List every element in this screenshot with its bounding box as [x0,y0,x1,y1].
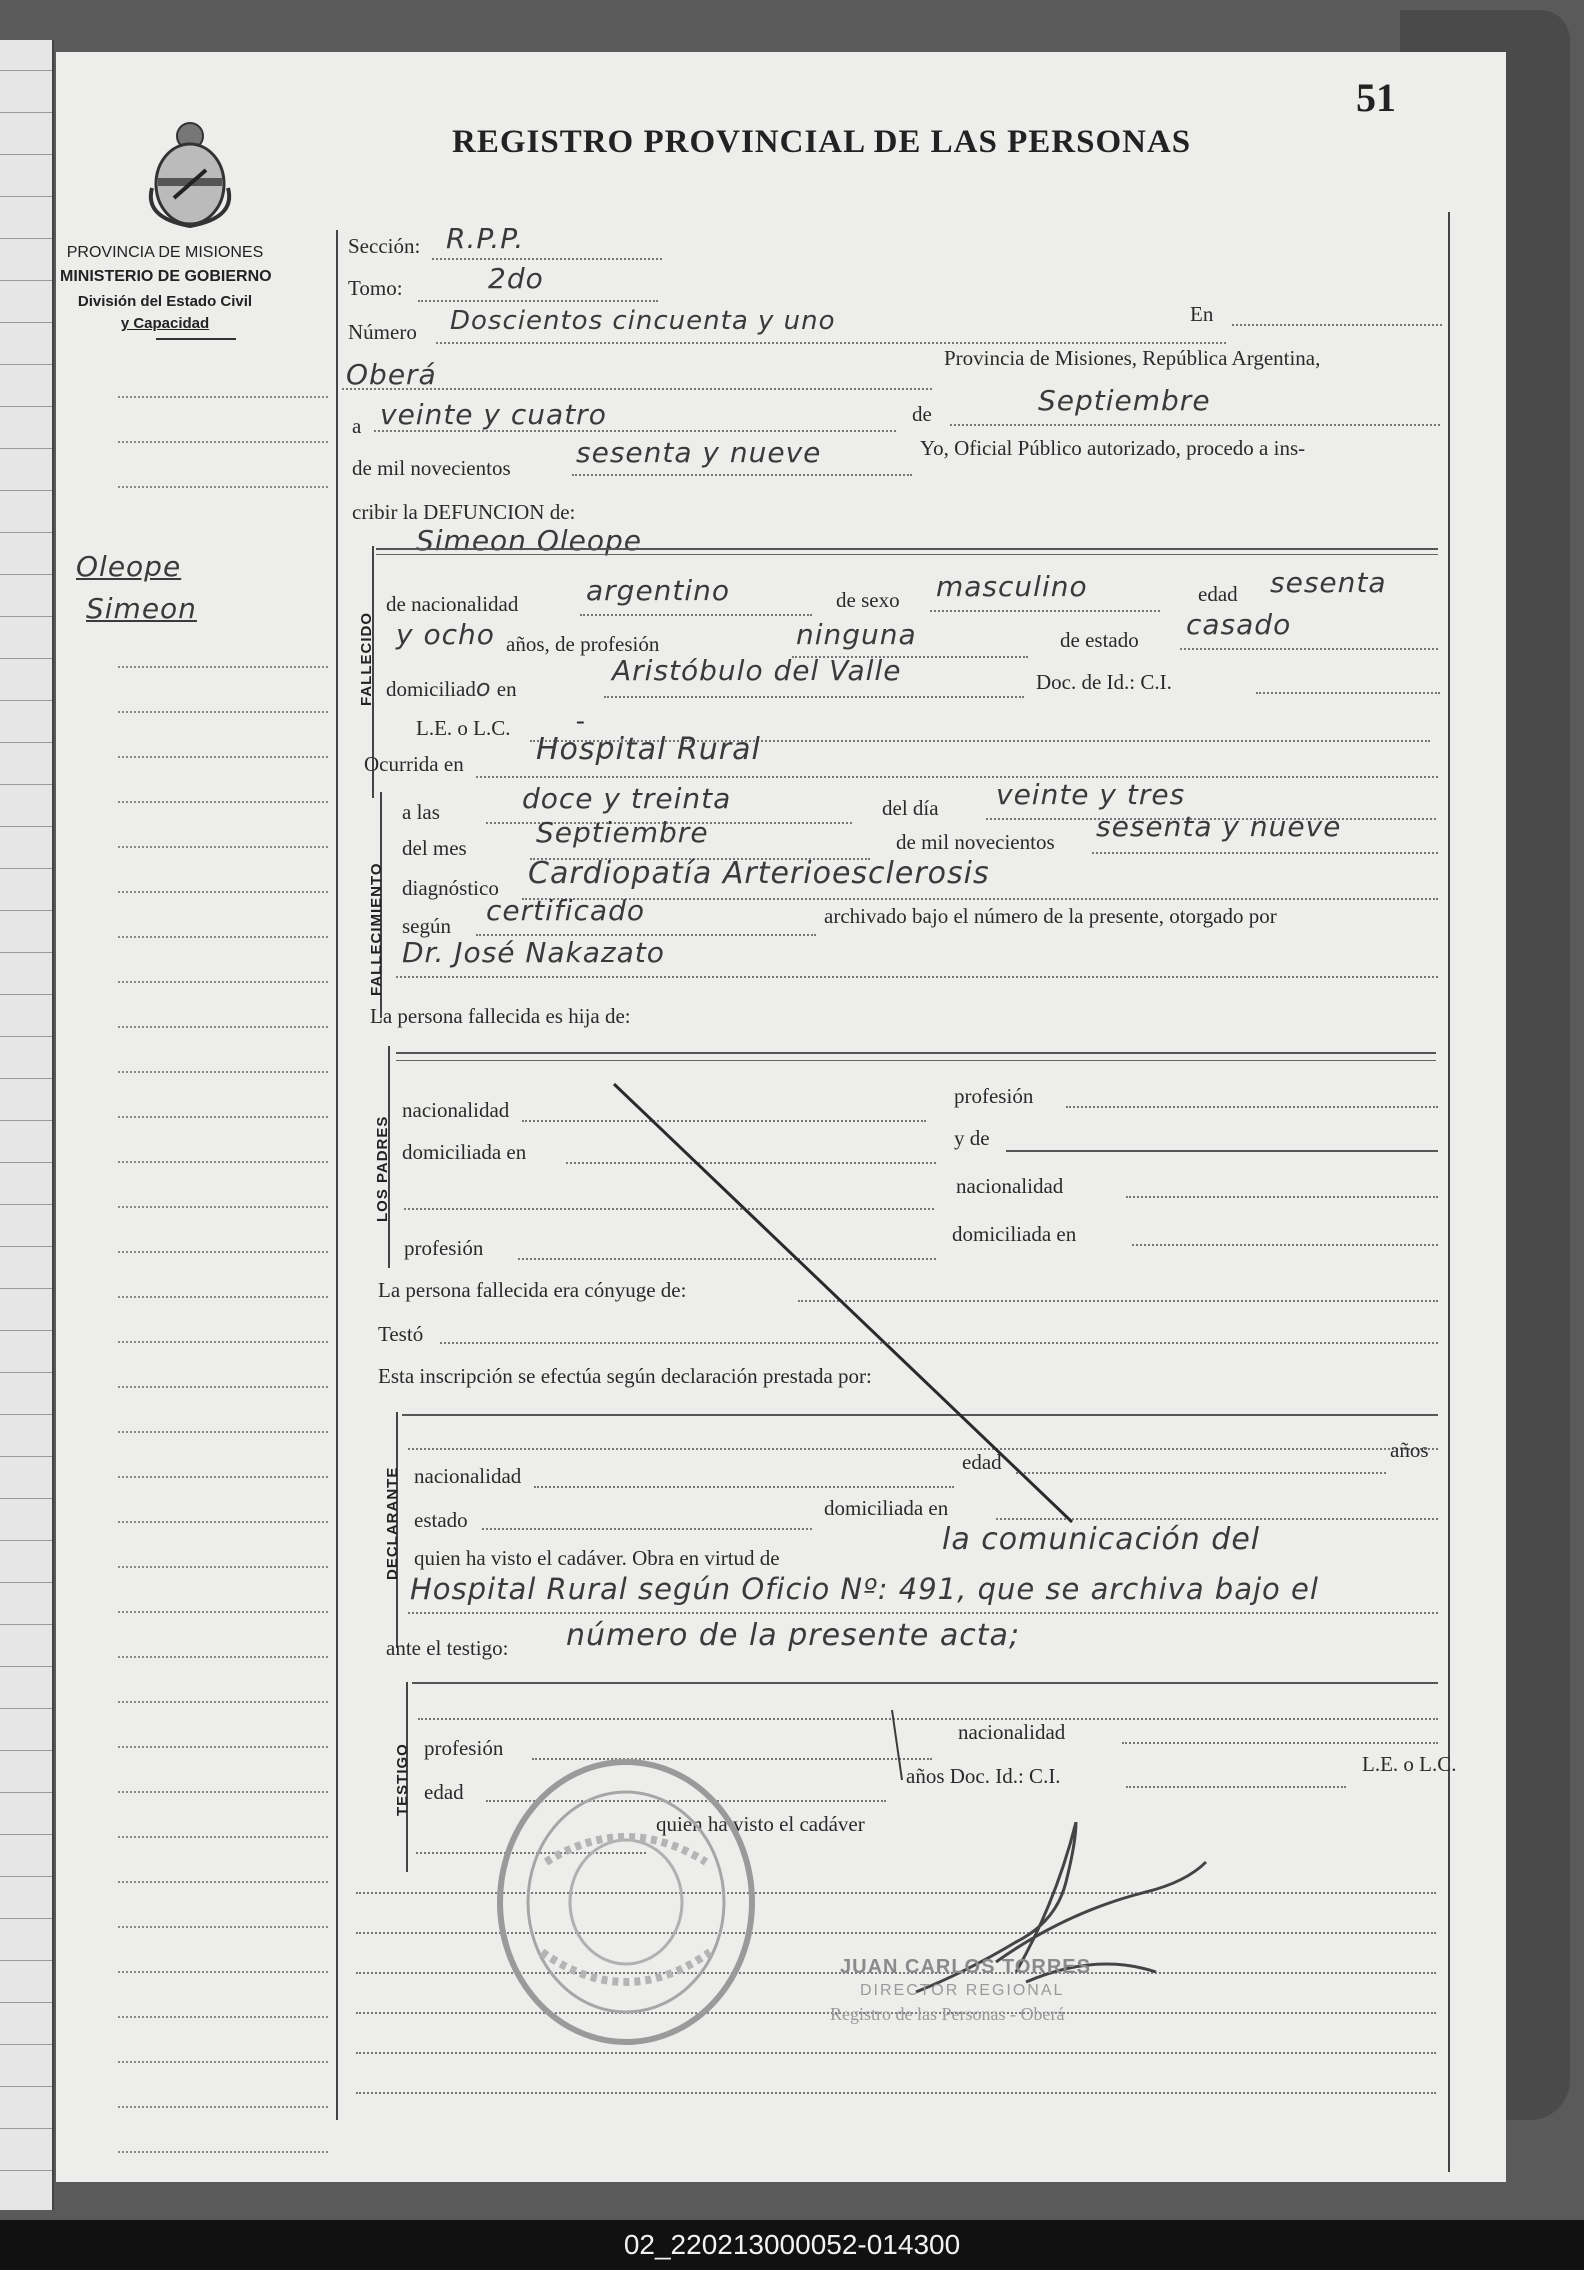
seccion-label: Sección: [348,234,421,258]
en-label: En [1190,302,1214,326]
conyuge-text: La persona fallecida era cónyuge de: [378,1278,687,1302]
left-page-ruled-line [0,1414,52,1415]
alas-label: a las [402,800,440,824]
left-page-ruled-line [0,1582,52,1583]
testigo-profesion-label: profesión [424,1736,504,1760]
declarante-obra-value-2: Hospital Rural según Oficio Nº: 491, que se archiva bajo el [410,1572,1319,1606]
left-page-ruled-line [0,406,52,407]
declarante-domiciliada-label: domiciliada en [824,1496,949,1520]
left-page-ruled-line [0,238,52,239]
left-page-ruled-line [0,826,52,827]
left-page-ruled-line [0,196,52,197]
le-value: - [576,706,585,735]
sexo-label: de sexo [836,588,900,612]
edad-value: sesenta [1270,566,1387,599]
domicilio-label-text: domiciliad [386,677,476,701]
left-page-ruled-line [0,448,52,449]
left-page-ruled-line [0,490,52,491]
left-page-ruled-line [0,1792,52,1793]
document-page [56,52,1506,2182]
left-page-ruled-line [0,532,52,533]
left-page-ruled-line [0,700,52,701]
testigo-section-label: TESTIGO [394,1743,411,1816]
cancellation-diagonal-line [56,52,1506,2182]
ministry-line-4: y Capacidad [120,315,210,332]
signature-name: JUAN CARLOS TORRES [840,1956,1091,1978]
declarante-anios-label: años [1390,1438,1429,1462]
left-page-ruled-line [0,2044,52,2045]
testigo-intro-label: ante el testigo: [386,1636,509,1660]
ministry-line-2: MINISTERIO DE GOBIERNO [60,268,272,285]
left-page-ruled-line [0,910,52,911]
left-page-ruled-line [0,742,52,743]
dia-label: del día [882,796,939,820]
padres-domiciliada2-label: domiciliada en [952,1222,1077,1246]
fallecimiento-section-label: FALLECIMIENTO [368,862,385,996]
ocurrida-label: Ocurrida en [364,752,464,776]
nacionalidad-value: argentino [586,574,731,607]
scan-id-footer: 02_220213000052-014300 [0,2220,1584,2270]
testigo-anios-label: años Doc. Id.: C.I. [906,1764,1061,1788]
left-page-ruled-line [0,2128,52,2129]
diag-label: diagnóstico [402,876,499,900]
left-page-ruled-line [0,574,52,575]
anio-label: de mil novecientos [896,830,1055,854]
left-page-ruled-line [0,868,52,869]
official-seal-stamp [486,1752,766,2052]
month-value: Septiembre [1038,384,1211,417]
diag-value: Cardiopatía Arterioesclerosis [528,856,990,891]
left-page-ruled-line [0,2170,52,2171]
domicilio-suffix: o [475,674,492,702]
testo-text: Testó [378,1322,424,1346]
padres-domiciliada-label: domiciliada en [402,1140,527,1164]
segun-label: según [402,914,451,938]
left-page-ruled-line [0,616,52,617]
declarante-cadaver-text: quien ha visto el cadáver. Obra en virtud de [414,1546,780,1570]
left-page-ruled-line [0,1876,52,1877]
left-page-ruled-line [0,1498,52,1499]
ocurrida-value: Hospital Rural [536,732,761,767]
numero-value: Doscientos cincuenta y uno [450,306,836,336]
ministry-line-1: PROVINCIA DE MISIONES [66,244,264,261]
padres-yde-label: y de [954,1126,990,1150]
left-page-ruled-line [0,1834,52,1835]
left-page-ruled-line [0,994,52,995]
left-page-ruled-line [0,1288,52,1289]
padres-nacionalidad2-label: nacionalidad [956,1174,1064,1198]
left-page-ruled-line [0,952,52,953]
left-page-ruled-line [0,1036,52,1037]
left-page-ruled-line [0,658,52,659]
signature-office: Registro de las Personas - Oberá [830,2004,1065,2024]
profesion-value: ninguna [796,618,917,651]
inscripcion-text: Esta inscripción se efectúa según declaración prestada por: [378,1364,872,1388]
sexo-value: masculino [936,570,1088,603]
doctor-value: Dr. José Nakazato [402,936,665,969]
left-page-ruled-line [0,2086,52,2087]
declarante-estado-label: estado [414,1508,468,1532]
declarante-obra-value-1: la comunicación del [942,1522,1261,1557]
mes-label: del mes [402,836,467,860]
left-page-ruled-line [0,1162,52,1163]
left-page-ruled-line [0,112,52,113]
padres-intro: La persona fallecida es hija de: [370,1004,631,1028]
testigo-nacionalidad-label: nacionalidad [958,1720,1066,1744]
nacionalidad-label: de nacionalidad [386,592,519,616]
estado-label: de estado [1060,628,1139,652]
left-page-ruled-line [0,784,52,785]
year-label: de mil novecientos [352,456,511,480]
left-page-edge [0,40,54,2210]
anio-value: sesenta y nueve [1096,810,1342,843]
fallecido-section-label: FALLECIDO [358,612,375,706]
testigo-cadaver-text: quien ha visto el cadáver [656,1812,865,1836]
domicilio-en-label: en [496,677,517,701]
left-page-ruled-line [0,2002,52,2003]
inscribir-text: cribir la DEFUNCION de: [352,500,576,524]
archivado-text: archivado bajo el número de la presente, otorgado por [824,904,1277,928]
declarante-section-label: DECLARANTE [384,1466,401,1580]
tomo-label: Tomo: [348,276,403,300]
dia-value: veinte y tres [996,778,1186,811]
testigo-edad-label: edad [424,1780,464,1804]
edad-label: edad [1198,582,1238,606]
padres-section-label: LOS PADRES [374,1115,391,1222]
left-page-ruled-line [0,1456,52,1457]
left-page-ruled-line [0,1078,52,1079]
de-label: de [912,402,932,426]
a-label: a [352,414,362,438]
official-text: Yo, Oficial Público autorizado, procedo a ins- [920,436,1306,460]
left-page-ruled-line [0,1246,52,1247]
page-number: 51 [1356,75,1396,120]
left-page-ruled-line [0,70,52,71]
doc-label: Doc. de Id.: C.I. [1036,670,1172,694]
margin-name-line-1: Oleope [76,550,182,583]
left-page-ruled-line [0,1708,52,1709]
domicilio-value: Aristóbulo del Valle [612,654,902,687]
left-page-ruled-line [0,322,52,323]
left-page-ruled-line [0,280,52,281]
declarante-obra-value-3: número de la presente acta; [566,1618,1021,1653]
padres-profesion-label: profesión [954,1084,1034,1108]
estado-value: casado [1186,608,1292,641]
margin-name-line-2: Simeon [86,592,197,625]
left-page-ruled-line [0,364,52,365]
left-page-ruled-line [0,1120,52,1121]
left-page-ruled-line [0,1918,52,1919]
document-title: REGISTRO PROVINCIAL DE LAS PERSONAS [452,124,1192,160]
anios-profesion-label: años, de profesión [506,632,660,656]
day-value: veinte y cuatro [380,398,607,431]
seccion-value: R.P.P. [446,222,525,255]
left-page-ruled-line [0,1204,52,1205]
testigo-le-label: L.E. o L.C. [1362,1752,1457,1776]
ministry-line-3: División del Estado Civil [77,293,253,310]
tomo-value: 2do [488,262,544,295]
year-value: sesenta y nueve [576,436,822,469]
padres-nacionalidad-label: nacionalidad [402,1098,510,1122]
le-label: L.E. o L.C. [416,716,511,740]
left-page-ruled-line [0,1540,52,1541]
left-page-ruled-line [0,1960,52,1961]
signature-role: DIRECTOR REGIONAL [860,1982,1065,1999]
left-page-ruled-line [0,1330,52,1331]
left-page-ruled-line [0,1666,52,1667]
declarante-nacionalidad-label: nacionalidad [414,1464,522,1488]
left-page-ruled-line [0,154,52,155]
padres-profesion2-label: profesión [404,1236,484,1260]
left-page-ruled-line [0,1372,52,1373]
segun-value: certificado [486,894,645,927]
numero-label: Número [348,320,417,344]
mes-value: Septiembre [536,816,709,849]
city-value: Oberá [346,358,437,391]
declarante-edad-label: edad [962,1450,1002,1474]
provincia-text: Provincia de Misiones, República Argentina, [944,346,1321,370]
left-page-ruled-line [0,1624,52,1625]
fallecido-name: Simeon Oleope [416,524,643,557]
left-page-ruled-line [0,1750,52,1751]
edad-value-2: y ocho [396,618,495,651]
hora-value: doce y treinta [522,782,732,815]
